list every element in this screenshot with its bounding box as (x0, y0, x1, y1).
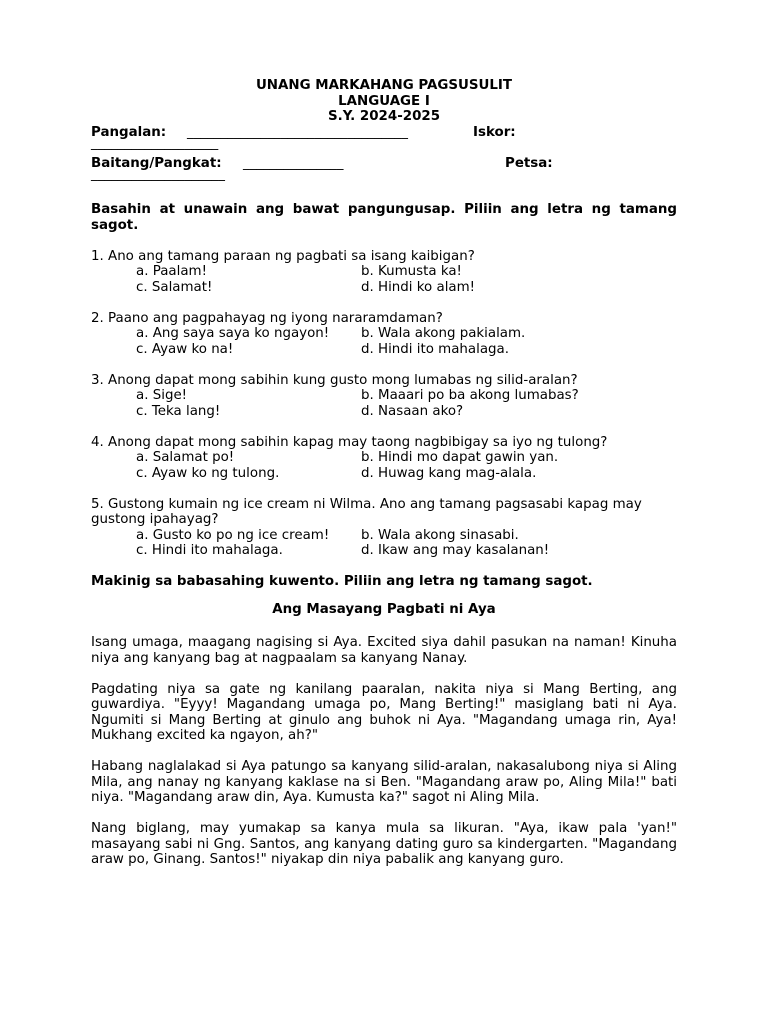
option-d: d. Hindi ito mahalaga. (361, 341, 510, 357)
option-a: a. Paalam! (136, 264, 207, 279)
option-c: c. Salamat! (136, 279, 213, 295)
story-paragraph: Pagdating niya sa gate ng kanilang paaralan, nakita niya si Mang Berting, ang guwardiya. "Eyyy! Magandang umaga po, Mang Berting!" masiglang bati ni Aya. Ngumiti si Mang Berting at ginulo ang buhok ni Aya. "Magandang umaga rin, Aya! Mukhang excited ka ngayon, ah?" (91, 681, 677, 743)
question-text: 4. Anong dapat mong sabihin kapag may taong nagbibigay sa iyo ng tulong? (91, 434, 608, 450)
school-year: S.Y. 2024-2025 (327, 109, 441, 124)
option-c: c. Hindi ito mahalaga. (136, 543, 283, 558)
instructions-part2: Makinig sa babasahing kuwento. Piliin ang letra ng tamang sagot. (91, 574, 593, 589)
subject-title: LANGUAGE I (338, 93, 430, 109)
option-a: a. Salamat po! (136, 450, 235, 465)
name-label: Pangalan: (91, 124, 167, 140)
score-blank-row (91, 136, 677, 156)
option-b: b. Hindi mo dapat gawin yan. (361, 450, 559, 465)
score-label: Iskor: (473, 124, 516, 140)
score-blank[interactable]: ___________________ (91, 136, 219, 151)
exam-page (91, 78, 677, 868)
option-d: d. Huwag kang mag-alala. (361, 465, 537, 481)
question-text: 3. Anong dapat mong sabihin kung gusto mong lumabas ng silid-aralan? (91, 372, 578, 388)
exam-title: UNANG MARKAHANG PAGSUSULIT (255, 78, 513, 93)
name-blank[interactable]: _________________________________ (187, 124, 408, 140)
question-3 (91, 373, 677, 420)
question-5 (91, 497, 677, 559)
option-a: a. Gusto ko po ng ice cream! (136, 527, 330, 543)
question-4 (91, 435, 677, 482)
option-d: d. Nasaan ako? (361, 403, 464, 419)
date-blank-row (91, 167, 677, 187)
story-paragraph: Isang umaga, maagang nagising si Aya. Excited siya dahil pasukan na naman! Kinuha niya ang kanyang bag at nagpaalam sa kanyang Nanay. (91, 635, 677, 666)
date-blank[interactable]: ____________________ (91, 167, 225, 182)
question-2 (91, 311, 677, 358)
question-text: 5. Gustong kumain ng ice cream ni Wilma. Ano ang tamang pagsasabi kapag may gustong ipahayag? (91, 496, 642, 527)
option-d: d. Hindi ko alam! (361, 279, 476, 295)
instructions-part1: Basahin at unawain ang bawat pangungusap. Piliin ang letra ng tamang sagot. (91, 202, 677, 233)
option-c: c. Ayaw ko ng tulong. (136, 465, 280, 481)
option-b: b. Wala akong sinasabi. (361, 527, 519, 543)
question-text: 2. Paano ang pagpahayag ng iyong nararamdaman? (91, 310, 443, 326)
grade-label: Baitang/Pangkat: (91, 155, 222, 171)
question-1 (91, 249, 677, 296)
option-b: b. Wala akong pakialam. (361, 326, 526, 341)
option-b: b. Kumusta ka! (361, 264, 462, 279)
grade-blank[interactable]: _______________ (243, 155, 344, 171)
option-b: b. Maaari po ba akong lumabas? (361, 388, 579, 403)
option-a: a. Sige! (136, 388, 188, 403)
story-paragraph: Habang naglalakad si Aya patungo sa kanyang silid-aralan, nakasalubong niya si Aling Mila, ang nanay ng kanyang kaklase na si Ben. "Magandang araw po, Aling Mila!" bati niya. "Magandang araw din, Aya. Kumusta ka?" sagot ni Aling Mila. (91, 759, 677, 805)
story-title: Ang Masayang Pagbati ni Aya (272, 601, 496, 617)
option-c: c. Ayaw ko na! (136, 341, 234, 357)
option-c: c. Teka lang! (136, 403, 221, 419)
option-a: a. Ang saya saya ko ngayon! (136, 326, 330, 341)
story-paragraph: Nang biglang, may yumakap sa kanya mula sa likuran. "Aya, ikaw pala 'yan!" masayang sabi ni Gng. Santos, ang kanyang dating guro sa kindergarten. "Magandang araw po, Ginang. Santos!" niyakap din niya pabalik ang kanyang guro. (91, 821, 677, 867)
date-label: Petsa: (505, 155, 553, 171)
question-text: 1. Ano ang tamang paraan ng pagbati sa isang kaibigan? (91, 248, 475, 264)
option-d: d. Ikaw ang may kasalanan! (361, 543, 550, 558)
